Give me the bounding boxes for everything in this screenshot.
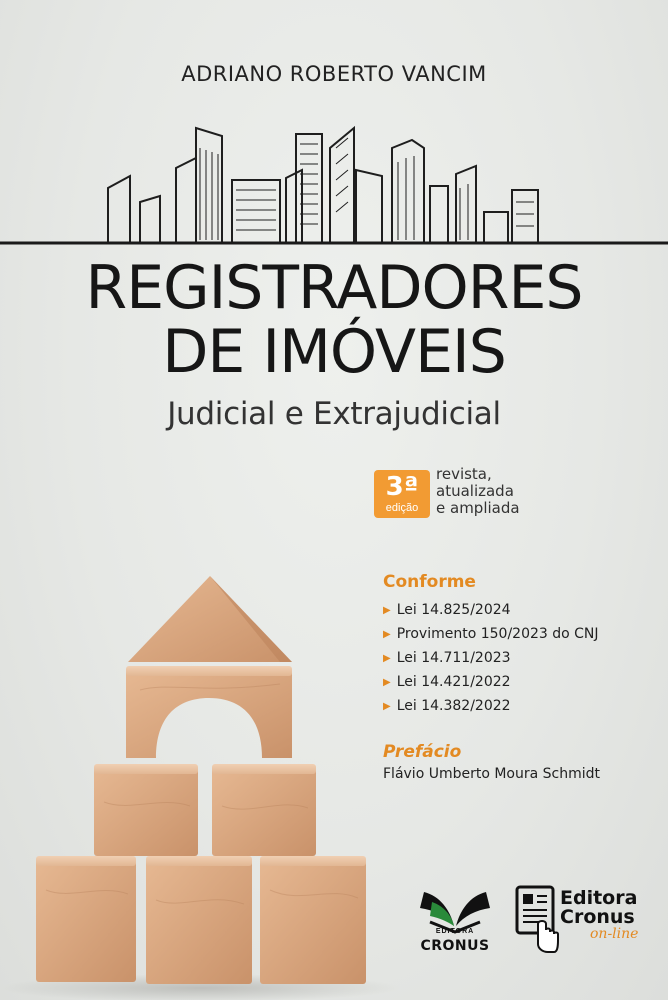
wood-block	[36, 860, 136, 982]
edition-desc-line-3: e ampliada	[436, 499, 520, 517]
wood-block	[146, 860, 252, 984]
online-logo-line-2: Cronus	[560, 906, 635, 928]
arrow-right-icon: ▶	[383, 653, 391, 664]
edition-desc-line-1: revista,	[436, 465, 492, 483]
law-item-label: Lei 14.421/2022	[396, 674, 511, 690]
law-item	[383, 646, 599, 670]
title-line-2: DE IMÓVEIS	[162, 317, 506, 387]
law-list	[383, 598, 599, 718]
online-logo-line-3: on-line	[590, 926, 639, 942]
wooden-blocks-illustration	[0, 570, 400, 1000]
edition-description	[436, 466, 520, 517]
cronus-logo-text: CRONUS	[420, 938, 490, 954]
arrow-right-icon: ▶	[383, 629, 391, 640]
wood-block	[260, 860, 366, 984]
author-name: ADRIANO ROBERTO VANCIM	[181, 62, 487, 86]
document-hand-icon	[514, 884, 560, 954]
law-item	[383, 622, 599, 646]
conforme-heading: Conforme	[383, 572, 476, 592]
law-item-label: Lei 14.711/2023	[396, 650, 511, 666]
law-item	[383, 598, 599, 622]
preface-heading: Prefácio	[383, 742, 462, 762]
wood-block	[212, 768, 316, 856]
wood-roof	[128, 576, 292, 662]
arrow-right-icon: ▶	[383, 701, 391, 712]
cronus-logo-small-text: EDITORA	[435, 928, 475, 935]
edition-badge	[374, 470, 430, 518]
arrow-right-icon: ▶	[383, 677, 391, 688]
title-line-1: REGISTRADORES	[85, 253, 583, 323]
preface-author: Flávio Umberto Moura Schmidt	[383, 766, 601, 782]
wood-arch	[126, 672, 292, 758]
city-skyline-icon	[0, 118, 668, 248]
online-logo-line-1: Editora	[560, 887, 638, 909]
law-item-label: Lei 14.825/2024	[396, 602, 511, 618]
arrow-right-icon: ▶	[383, 605, 391, 616]
wood-block	[94, 768, 198, 856]
edition-word: edição	[385, 502, 419, 514]
law-item-label: Provimento 150/2023 do CNJ	[396, 626, 599, 642]
law-item-label: Lei 14.382/2022	[396, 698, 511, 714]
law-item	[383, 670, 599, 694]
edition-desc-line-2: atualizada	[436, 482, 514, 500]
law-item	[383, 694, 599, 718]
subtitle: Judicial e Extrajudicial	[167, 396, 501, 432]
edition-number: 3ª	[385, 472, 419, 502]
